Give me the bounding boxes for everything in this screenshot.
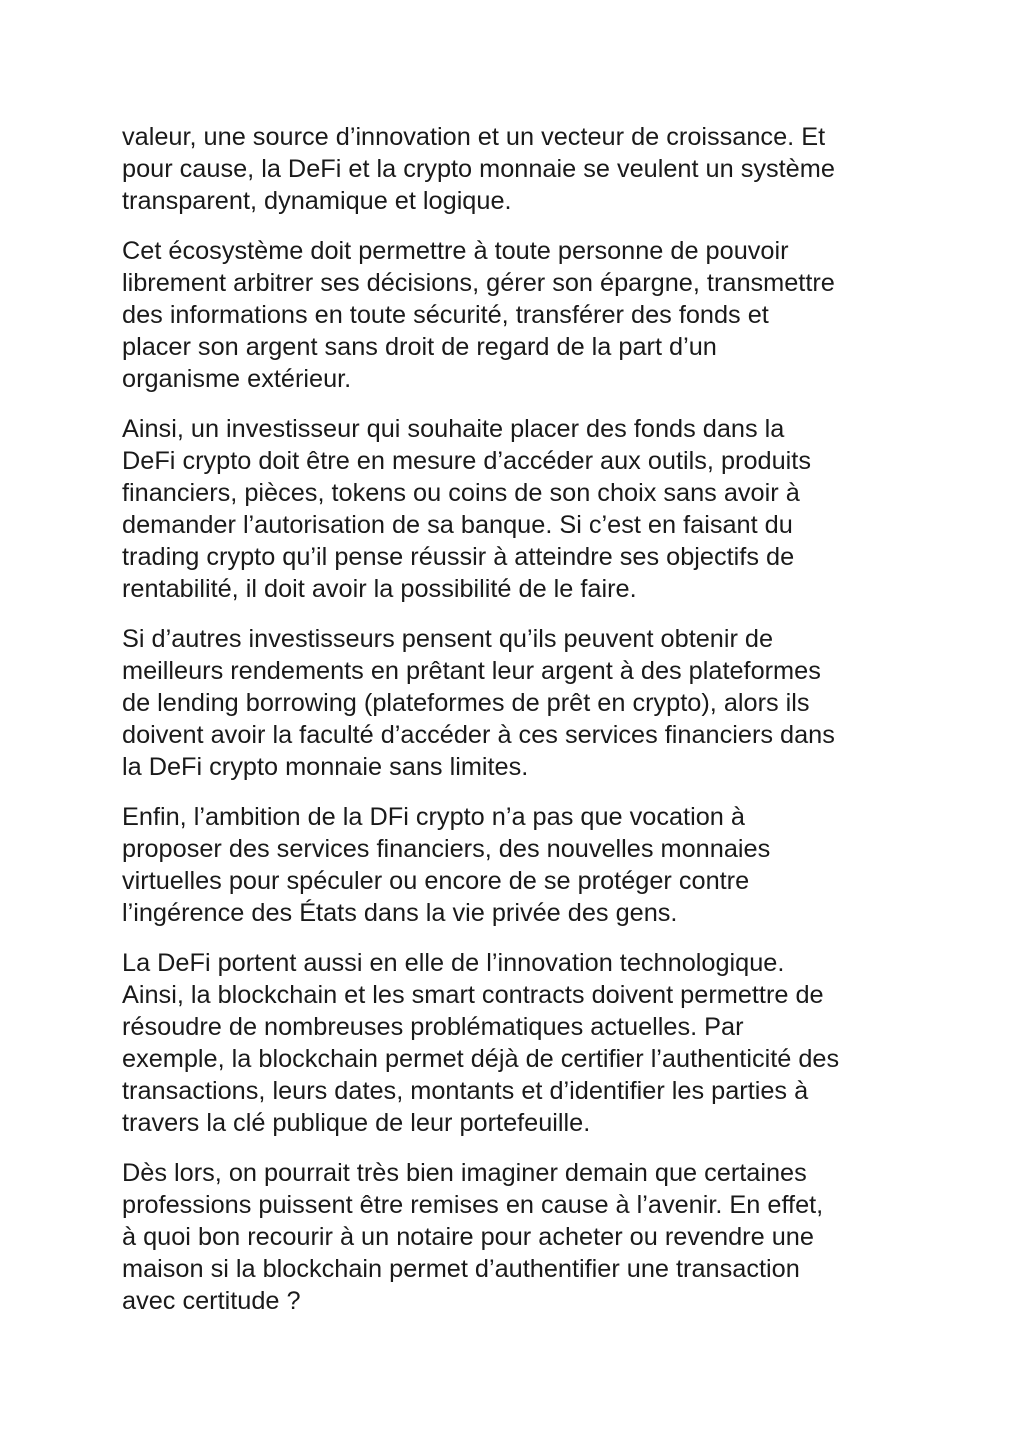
text-line: professions puissent être remises en cause à l’avenir. En effet, (122, 1191, 824, 1219)
text-line: travers la clé publique de leur portefeuille. (122, 1109, 591, 1137)
text-line: exemple, la blockchain permet déjà de certifier l’authenticité des (122, 1045, 840, 1073)
text-line: à quoi bon recourir à un notaire pour acheter ou revendre une (122, 1223, 814, 1251)
text-line: financiers, pièces, tokens ou coins de son choix sans avoir à (122, 479, 800, 507)
paragraph-2 (122, 235, 912, 395)
text-line: Si d’autres investisseurs pensent qu’ils peuvent obtenir de (122, 625, 774, 653)
text-line: pour cause, la DeFi et la crypto monnaie se veulent un système (122, 155, 835, 183)
text-line: La DeFi portent aussi en elle de l’innovation technologique. (122, 949, 785, 977)
text-line: l’ingérence des États dans la vie privée des gens. (122, 899, 678, 927)
text-line: virtuelles pour spéculer ou encore de se protéger contre (122, 867, 750, 895)
paragraph-7 (122, 1157, 912, 1317)
text-line: transparent, dynamique et logique. (122, 187, 512, 215)
text-line: meilleurs rendements en prêtant leur argent à des plateformes (122, 657, 821, 685)
text-line: valeur, une source d’innovation et un vecteur de croissance. Et (122, 123, 826, 151)
paragraph-5 (122, 801, 912, 929)
text-line: demander l’autorisation de sa banque. Si c’est en faisant du (122, 511, 793, 539)
text-line: DeFi crypto doit être en mesure d’accéder aux outils, produits (122, 447, 811, 475)
paragraph-3 (122, 413, 912, 605)
text-line: résoudre de nombreuses problématiques actuelles. Par (122, 1013, 744, 1041)
text-line: la DeFi crypto monnaie sans limites. (122, 753, 529, 781)
text-line: de lending borrowing (plateformes de prêt en crypto), alors ils (122, 689, 810, 717)
text-line: Cet écosystème doit permettre à toute personne de pouvoir (122, 237, 789, 265)
text-line: des informations en toute sécurité, transférer des fonds et (122, 301, 769, 329)
paragraph-4 (122, 623, 912, 783)
text-line: rentabilité, il doit avoir la possibilité de le faire. (122, 575, 637, 603)
text-line: organisme extérieur. (122, 365, 352, 393)
text-line: Enfin, l’ambition de la DFi crypto n’a pas que vocation à (122, 803, 745, 831)
text-line: librement arbitrer ses décisions, gérer son épargne, transmettre (122, 269, 835, 297)
text-line: Ainsi, la blockchain et les smart contracts doivent permettre de (122, 981, 824, 1009)
text-line: proposer des services financiers, des nouvelles monnaies (122, 835, 771, 863)
text-line: avec certitude ? (122, 1287, 301, 1315)
text-line: transactions, leurs dates, montants et d’identifier les parties à (122, 1077, 809, 1105)
text-line: placer son argent sans droit de regard de la part d’un (122, 333, 717, 361)
paragraph-6 (122, 947, 912, 1139)
text-line: maison si la blockchain permet d’authentifier une transaction (122, 1255, 800, 1283)
text-line: Ainsi, un investisseur qui souhaite placer des fonds dans la (122, 415, 785, 443)
text-line: doivent avoir la faculté d’accéder à ces services financiers dans (122, 721, 835, 749)
paragraph-1 (122, 121, 912, 217)
text-line: Dès lors, on pourrait très bien imaginer demain que certaines (122, 1159, 807, 1187)
document-body (122, 121, 912, 1335)
text-line: trading crypto qu’il pense réussir à atteindre ses objectifs de (122, 543, 795, 571)
